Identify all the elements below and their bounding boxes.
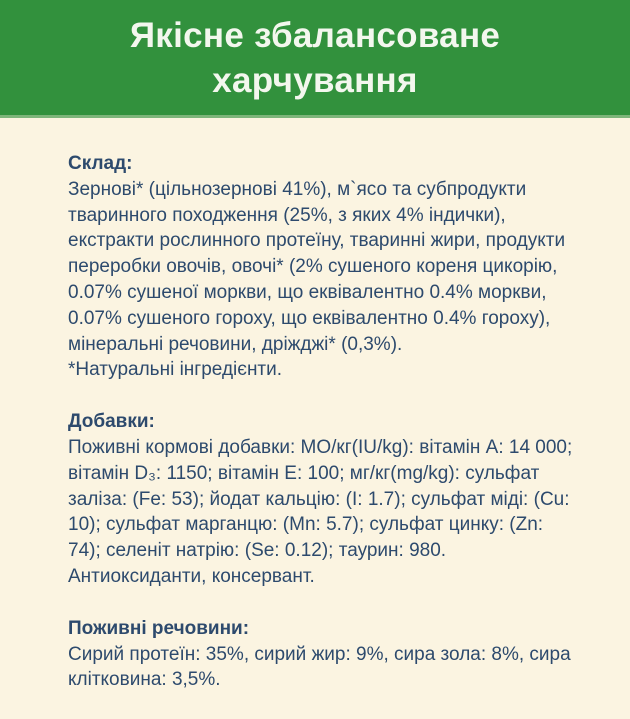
section-nutrients	[68, 616, 574, 693]
nutrients-heading: Поживні речовини:	[68, 617, 250, 639]
section-composition	[68, 151, 574, 383]
page-title-line-2: харчування	[212, 60, 418, 100]
composition-note: *Натуральні інгредієнти.	[68, 359, 283, 381]
product-details	[0, 118, 630, 719]
additives-heading: Добавки:	[68, 411, 155, 433]
header-banner	[0, 0, 630, 118]
page-title-line-1: Якісне збалансоване	[129, 15, 501, 55]
composition-heading: Склад:	[68, 153, 133, 174]
composition-text: Зернові* (цільнозернові 41%), м`ясо та субпродукти тваринного походження (25%, з яких 4% індички), екстракти рослинного протеїну, тваринні жири, продукти переробки овочів, овочі* (2% сушеного кореня цикорію, 0.07% сушеної моркви, що еквівалентно 0.4% моркви, 0.07% сушеного гороху, що еквівалентно 0.4% гороху), мінеральні речовини, дріжджі* (0,3%).	[68, 178, 566, 355]
additives-text: Поживні кормові добавки: МО/кг(IU/kg): вітамін А: 14 000; вітамін D₃: 1150; вітамін Е: 100; мг/кг(mg/kg): сульфат заліза: (Fe: 53); йодат кальцію: (І: 1.7); сульфат міді: (Cu: 10); сульфат марганцю: (Mn: 5.7); сульфат цинку: (Zn: 74); селеніт натрію: (Se: 0.12); таурин: 980. Антиоксиданти, консервант.	[68, 436, 573, 587]
section-additives	[68, 409, 574, 590]
nutrients-text: Сирий протеїн: 35%, сирий жир: 9%, сира зола: 8%, сира клітковина: 3,5%.	[68, 643, 571, 691]
